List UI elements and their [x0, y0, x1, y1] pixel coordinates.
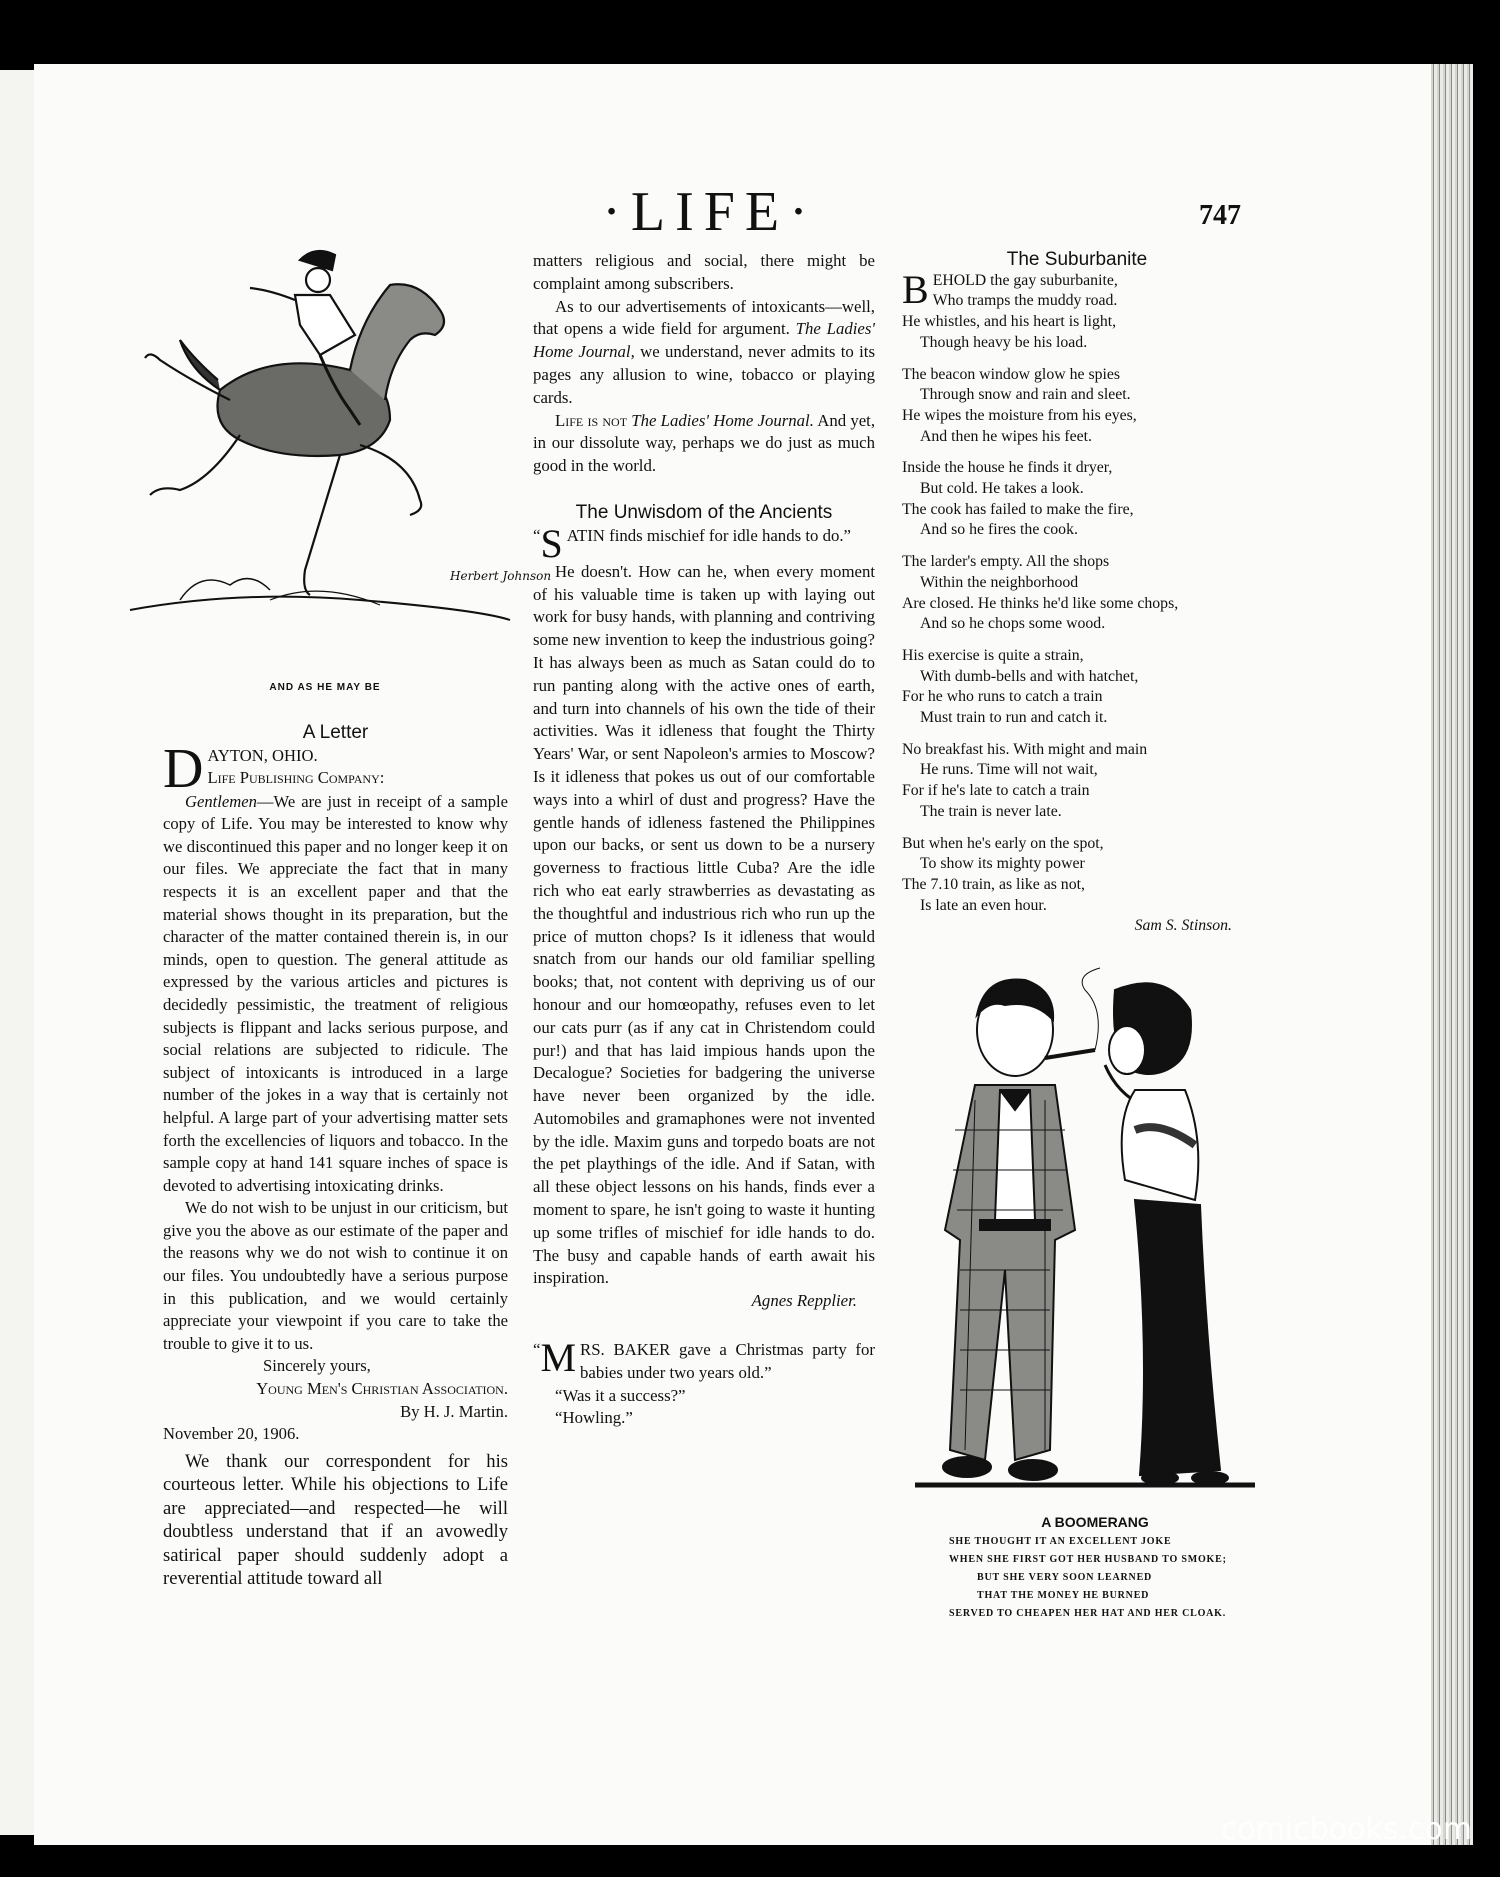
- reply-continued-1: matters religious and social, there might be complaint among subscribers.: [533, 251, 875, 293]
- masthead: ·LIFE·: [602, 181, 818, 243]
- poem-line: And so he chops some wood.: [920, 615, 1106, 633]
- poem-line: The beacon window glow he spies: [902, 365, 1121, 383]
- letter-para2: We do not wish to be unjust in our criticism, but give you the above as our estimate of the paper and the reasons why we do not wish to continue it on our files. You undoubtedly have a serious purpose in this publication, and we would certainly appreciate your viewpoint if you care to take the trouble to give it to us.: [163, 1198, 508, 1353]
- poem-line: The train is never late.: [920, 802, 1062, 820]
- verse-line: THAT THE MONEY HE BURNED: [977, 1590, 1150, 1601]
- letter-addressee: Life Publishing Company:: [207, 768, 385, 788]
- poem-line: With dumb-bells and with hatchet,: [920, 667, 1139, 685]
- poem-line: Inside the house he finds it dryer,: [902, 459, 1113, 477]
- poem-drop-cap: B: [902, 266, 929, 312]
- poem-line: Is late an even hour.: [920, 896, 1047, 914]
- letter-title: A Letter: [302, 722, 369, 743]
- poem-stanza: [902, 646, 1252, 729]
- smoking-couple-icon: [905, 970, 1265, 1495]
- reply-journal-1: The Ladies' Home Journal,: [533, 319, 875, 362]
- poem-stanza: [902, 834, 1252, 917]
- poem-stanza: [902, 365, 1252, 448]
- poem-line: His exercise is quite a strain,: [902, 646, 1084, 664]
- poem-line: To show its mighty power: [920, 855, 1085, 873]
- reply-journal-2: The Ladies' Home Journal.: [631, 410, 814, 430]
- letter-reply: We thank our correspondent for his courteous letter. While his objections to Life are appreciated—and respected—he will doubtless understand that if an avowedly satirical paper should suddenly adopt a reverential attitude toward all: [163, 1450, 508, 1590]
- poem-line: For if he's late to catch a train: [902, 782, 1090, 800]
- poem-line: He wipes the moisture from his eyes,: [902, 406, 1137, 424]
- letter-column: [163, 722, 508, 1591]
- middle-column: [533, 250, 875, 1430]
- boomerang-title: A BOOMERANG: [1041, 1514, 1149, 1530]
- letter-org: Young Men's Christian Association.: [256, 1379, 508, 1399]
- poem-author: Sam S. Stinson.: [1134, 917, 1232, 935]
- verse-line: WHEN SHE FIRST GOT HER HUSBAND TO SMOKE;: [949, 1554, 1227, 1565]
- reply-continued-2a: As to our advertisements of intoxicants—well, that opens a wide field for argument.: [533, 296, 875, 339]
- letter-para1: —We are just in receipt of a sample copy of Life. You may be interested to know why we discontinued this paper and no longer keep it on our files. We appreciate the fact that in many respects it is an excellent paper and that the material shows thought in its preparation, but the character of the matter contained therein is, in our minds, open to question. The general attitude as expressed by the various articles and pictures is decidedly pessimistic, the treatment of religious subjects is flippant and lacks serious purpose, and social relations are subjected to ridicule. The subject of intoxicants is introduced in a large number of the jokes in a way that is certainly not helpful. A large part of your advertising matter sets forth the excellencies of liquors and tobacco. In the sample copy at hand 141 square inches of space is devoted to advertising intoxicating drinks.: [163, 791, 508, 1195]
- watermark: comicbooks.com: [1220, 1812, 1472, 1847]
- joke-question: “Was it a success?”: [555, 1385, 686, 1405]
- letter-drop-cap: D: [163, 737, 204, 800]
- poem-line: He runs. Time will not wait,: [920, 761, 1098, 779]
- poem-line: He whistles, and his heart is light,: [902, 313, 1117, 331]
- joke-answer: “Howling.”: [555, 1408, 633, 1428]
- poem-line: The larder's empty. All the shops: [902, 553, 1110, 571]
- svg-text:Herbert Johnson: Herbert Johnson: [450, 569, 552, 583]
- poem-line: Within the neighborhood: [920, 573, 1079, 591]
- page-number: 747: [1199, 200, 1241, 231]
- poem-line: Through snow and rain and sleet.: [920, 386, 1131, 404]
- essay-title: The Unwisdom of the Ancients: [575, 501, 833, 523]
- poem-line: The 7.10 train, as like as not,: [902, 875, 1085, 893]
- verse-line: SHE THOUGHT IT AN EXCELLENT JOKE: [949, 1536, 1172, 1547]
- letter-date: November 20, 1906.: [163, 1424, 300, 1444]
- verse-line: BUT SHE VERY SOON LEARNED: [977, 1572, 1153, 1583]
- poem-line: EHOLD the gay suburbanite,: [932, 271, 1118, 289]
- poem-line: Though heavy be his load.: [920, 333, 1088, 351]
- poem-line: Must train to run and catch it.: [920, 709, 1108, 727]
- poem-line: The cook has failed to make the fire,: [902, 500, 1134, 518]
- poem-line: No breakfast his. With might and main: [902, 740, 1148, 758]
- poem-stanza: [902, 458, 1252, 541]
- reply-continued-3c: And yet, in our dissolute way, perhaps we do just as much good in the world.: [533, 410, 876, 476]
- letter-dateline: AYTON, OHIO.: [207, 745, 318, 765]
- boomerang-illustration: [905, 970, 1265, 1495]
- reply-continued-2c: we understand, never admits to its pages any allusion to wine, tobacco or playing cards.: [533, 342, 875, 407]
- page-stack-edge: [1431, 64, 1473, 1845]
- poem-line: Are closed. He thinks he'd like some chops,: [902, 594, 1179, 612]
- poem-stanza: [902, 266, 1252, 354]
- adjacent-page-edge: [0, 70, 37, 1835]
- poem-line: But cold. He takes a look.: [920, 480, 1084, 498]
- poem-line: And then he wipes his feet.: [920, 427, 1092, 445]
- poem-line: But when he's early on the spot,: [902, 834, 1104, 852]
- letter-salutation: Gentlemen: [185, 791, 257, 811]
- cartoon1-caption: AND AS HE MAY BE: [269, 682, 381, 693]
- horse-rider-icon: [120, 240, 552, 660]
- poem-stanza: [902, 552, 1252, 635]
- essay-quote: ATIN finds mischief for idle hands to do.”: [566, 525, 851, 545]
- essay-body: He doesn't. How can he, when every moment of his valuable time is taken up with laying out work for busy hands, with planning and contriving some new invention to keep the industrious going? It has always been as much as Satan could do to run panting along with the active ones of earth, and turn into channels of his own the tide of their activities. Was it idleness that fought the Thirty Years' War, or sent Napoleon's armies to Moscow? Is it idleness that pokes us out of our comfortable ways into a whirl of dust and progress? Have the gentle hands of idleness fastened the Philippines upon our backs, or sent us down to be a nursery governess to fractious little Cuba? Are the idle rich who eat early strawberries as devastating as the thoughtful and industrious rich who run up the price of mutton chops? Is it idleness that would snatch from our hands our old familiar spelling books; that, not content with depriving us of our honour and our homœopathy, refuses even to let our cats purr (as if any cat in Christendom could pur!) and that has laid impious hands upon the Decalogue? Societies for badgering the universe have never been organized by the idle. Automobiles and gramaphones were not invented by the idle. Maxim guns and torpedo boats are not the pet playthings of the idle. And if Satan, with all these object lessons on his hands, finds ever a moment to spare, he isn't going to waste it hunting up some trifles of mischief for idle hands to do. The busy and capable hands of earth await his inspiration.: [533, 561, 875, 1288]
- poem-stanza: [902, 740, 1252, 823]
- poem-title: The Suburbanite: [1006, 249, 1148, 270]
- letter-closing: Sincerely yours,: [263, 1356, 371, 1376]
- joke-quote-open: “: [533, 1340, 541, 1360]
- poem-line: Who tramps the muddy road.: [932, 292, 1118, 310]
- joke-drop-cap: M: [540, 1335, 577, 1381]
- joke-text: RS. BAKER gave a Christmas party for babies under two years old.”: [580, 1340, 875, 1382]
- horse-rider-illustration: [120, 240, 552, 660]
- reply-continued-3a: Life is not: [555, 410, 632, 430]
- poem-line: And so he fires the cook.: [920, 521, 1078, 539]
- letter-by: By H. J. Martin.: [400, 1401, 508, 1421]
- poem-column: [902, 250, 1252, 937]
- verse-line: SERVED TO CHEAPEN HER HAT AND HER CLOAK.: [949, 1608, 1227, 1619]
- essay-author: Agnes Repplier.: [751, 1291, 857, 1311]
- essay-drop-cap: S: [540, 520, 563, 566]
- poem-line: For he who runs to catch a train: [902, 688, 1103, 706]
- boomerang-verse: [945, 1533, 1275, 1623]
- essay-quote-open: “: [533, 525, 541, 545]
